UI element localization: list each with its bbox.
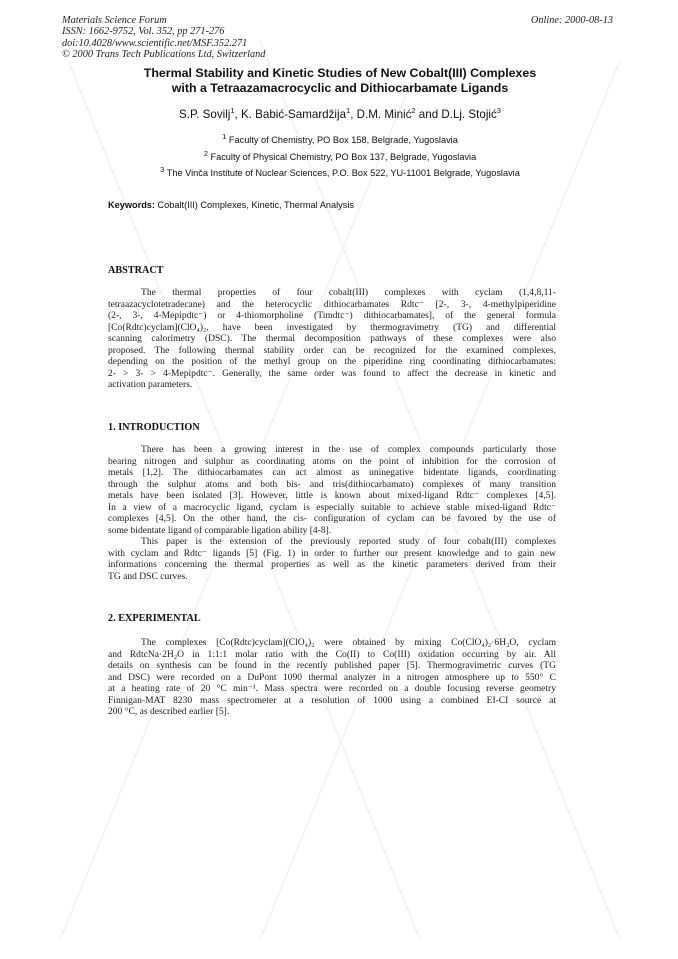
abstract-line: (2-, 3-, 4-Mepipdtc⁻) or 4-thiomorpholine (Timdtc⁻) dithiocarbamates], of the general formula <box>108 310 556 322</box>
abstract-line: [Co(Rdtc)cyclam](ClO₄)₂, have been investigated by thermogravimetry (TG) and differential <box>108 321 556 333</box>
introduction-line: through the sulphur atoms and both bis- and tris(dithiocarbamato) complexes of many transition <box>108 478 556 490</box>
title-line-2: with a Tetraazamacrocyclic and Dithiocarbamate Ligands <box>171 81 509 95</box>
abstract-heading: ABSTRACT <box>108 265 164 276</box>
copyright-line: © 2000 Trans Tech Publications Ltd, Switzerland <box>62 49 266 61</box>
introduction-body <box>108 444 556 583</box>
introduction-line: bearing nitrogen and sulphur as coordinating atoms on the point of inhibition for the corrosion of <box>108 455 556 467</box>
keywords-label: Keywords: <box>108 200 155 210</box>
introduction-line: In a view of a macrocyclic ligand, cyclam is especially suitable to achieve stable mixed-ligand Rdtc⁻ <box>108 501 556 513</box>
experimental-line: details on synthesis can be found in the recently published paper [5]. Thermogravimetric curves (TG <box>108 660 556 672</box>
author-name: , D.M. Minić <box>350 107 412 121</box>
author-affiliation-mark: 3 <box>496 106 501 115</box>
experimental-line: Finnigan-MAT 8230 mass spectrometer at a resolution of 1000 using a combined EI-CI source at <box>108 694 556 706</box>
affiliation-2 <box>40 149 640 162</box>
introduction-line: This paper is the extension of the previously reported study of four cobalt(III) complexes <box>141 536 556 548</box>
experimental-line: and DSC) were recorded on a DuPont 1090 thermal analyzer in a nitrogen atmosphere up to 550° C <box>108 671 556 683</box>
abstract-line: scanning calorimetry (DSC). The thermal decomposition pathways of these complexes were also <box>108 333 556 345</box>
author-affiliation-mark: 1 <box>230 106 235 115</box>
introduction-line: complexes [4,5]. On the other hand, the cis- configuration of cyclam can be favored by the use of <box>108 513 556 525</box>
experimental-body <box>108 637 556 718</box>
affiliation-1 <box>40 132 640 145</box>
introduction-line: some bidentate ligand of comparable ligation ability [4-8]. <box>108 524 332 536</box>
abstract-line: depending on the position of the methyl group on the piperidine ring coordinating dithiocarbamates: <box>108 356 556 368</box>
abstract-line: 2- > 3- > 4-Mepipdtc⁻. Generally, the same order was found to affect the decrease in kinetic and <box>108 367 556 379</box>
doi-line: doi:10.4028/www.scientific.net/MSF.352.271 <box>62 37 248 49</box>
abstract-line: activation parameters. <box>108 379 193 391</box>
author-affiliation-mark: 2 <box>411 106 416 115</box>
abstract-line: The thermal properties of four cobalt(III) complexes with cyclam (1,4,8,11- <box>141 287 556 298</box>
author-name: , K. Babić-Samardžija <box>234 107 347 121</box>
title-line-1: Thermal Stability and Kinetic Studies of New Cobalt(III) Complexes <box>143 66 537 80</box>
experimental-line: The complexes [Co(Rdtc)cyclam](ClO₄)₂ were obtained by mixing Co(ClO₄)₂·6H₂O, cyclam <box>141 637 556 648</box>
affiliation-text: The Vinča Institute of Nuclear Sciences, P.O. Box 522, YU-11001 Belgrade, Yugoslavia <box>164 168 520 179</box>
introduction-line: metals have been isolated [3]. However, little is known about mixed-ligand Rdtc⁻ complexes [4,5]. <box>108 490 556 502</box>
affiliation-mark: 1 <box>222 132 227 141</box>
author-name: S.P. Sovilj <box>179 107 231 121</box>
affiliation-text: Faculty of Chemistry, PO Box 158, Belgrade, Yugoslavia <box>226 135 458 146</box>
introduction-line: metals [1,2]. The dithiocarbamates can act almost as uninegative bidentate ligands, coordinating <box>108 467 556 479</box>
abstract-body <box>108 287 556 391</box>
affiliation-mark: 2 <box>203 149 208 158</box>
affiliation-3 <box>40 165 640 178</box>
online-date: Online: 2000-08-13 <box>530 15 613 26</box>
introduction-line: informations concerning the thermal properties as well as the kinetic parameters derived from their <box>108 559 556 571</box>
author-affiliation-mark: 1 <box>346 106 351 115</box>
experimental-line: and RdtcNa·2H₂O in 1:1:1 molar ratio with the Co(II) to Co(III) oxidation occurring by air. All <box>108 648 556 660</box>
introduction-line: TG and DSC curves. <box>108 571 188 583</box>
paper-title <box>40 66 640 96</box>
author-list <box>40 106 640 121</box>
experimental-line: at a heating rate of 20 °C min⁻¹. Mass spectra were recorded on a double focusing reverse geometry <box>108 683 556 695</box>
issn-line: ISSN: 1662-9752, Vol. 352, pp 271-276 <box>62 26 225 38</box>
abstract-line: proposed. The following thermal stability order can be recognized for the examined complexes, <box>108 344 556 356</box>
affiliation-text: Faculty of Physical Chemistry, PO Box 137, Belgrade, Yugoslavia <box>207 152 477 163</box>
keywords-text: Cobalt(III) Complexes, Kinetic, Thermal Analysis <box>154 200 354 210</box>
experimental-heading: 2. EXPERIMENTAL <box>108 613 201 624</box>
keywords <box>108 200 354 210</box>
journal-name: Materials Science Forum <box>62 15 167 26</box>
experimental-line: 200 °C, as described earlier [5]. <box>108 706 230 718</box>
author-name: and D.Lj. Stojić <box>415 107 497 121</box>
introduction-line: with cyclam and Rdtc⁻ ligands [5] (Fig. 1) in order to further our present knowledge and to gain new <box>108 547 556 559</box>
abstract-line: tetraazacyclotetradecane) and the heterocyclic dithiocarbamates Rdtc⁻ [2-, 3-, 4-methylpiperidine <box>108 298 556 310</box>
introduction-line: There has been a growing interest in the use of complex compounds particularly those <box>141 444 556 455</box>
journal-header <box>62 15 265 61</box>
affiliation-mark: 3 <box>160 165 165 174</box>
introduction-heading: 1. INTRODUCTION <box>108 422 200 433</box>
